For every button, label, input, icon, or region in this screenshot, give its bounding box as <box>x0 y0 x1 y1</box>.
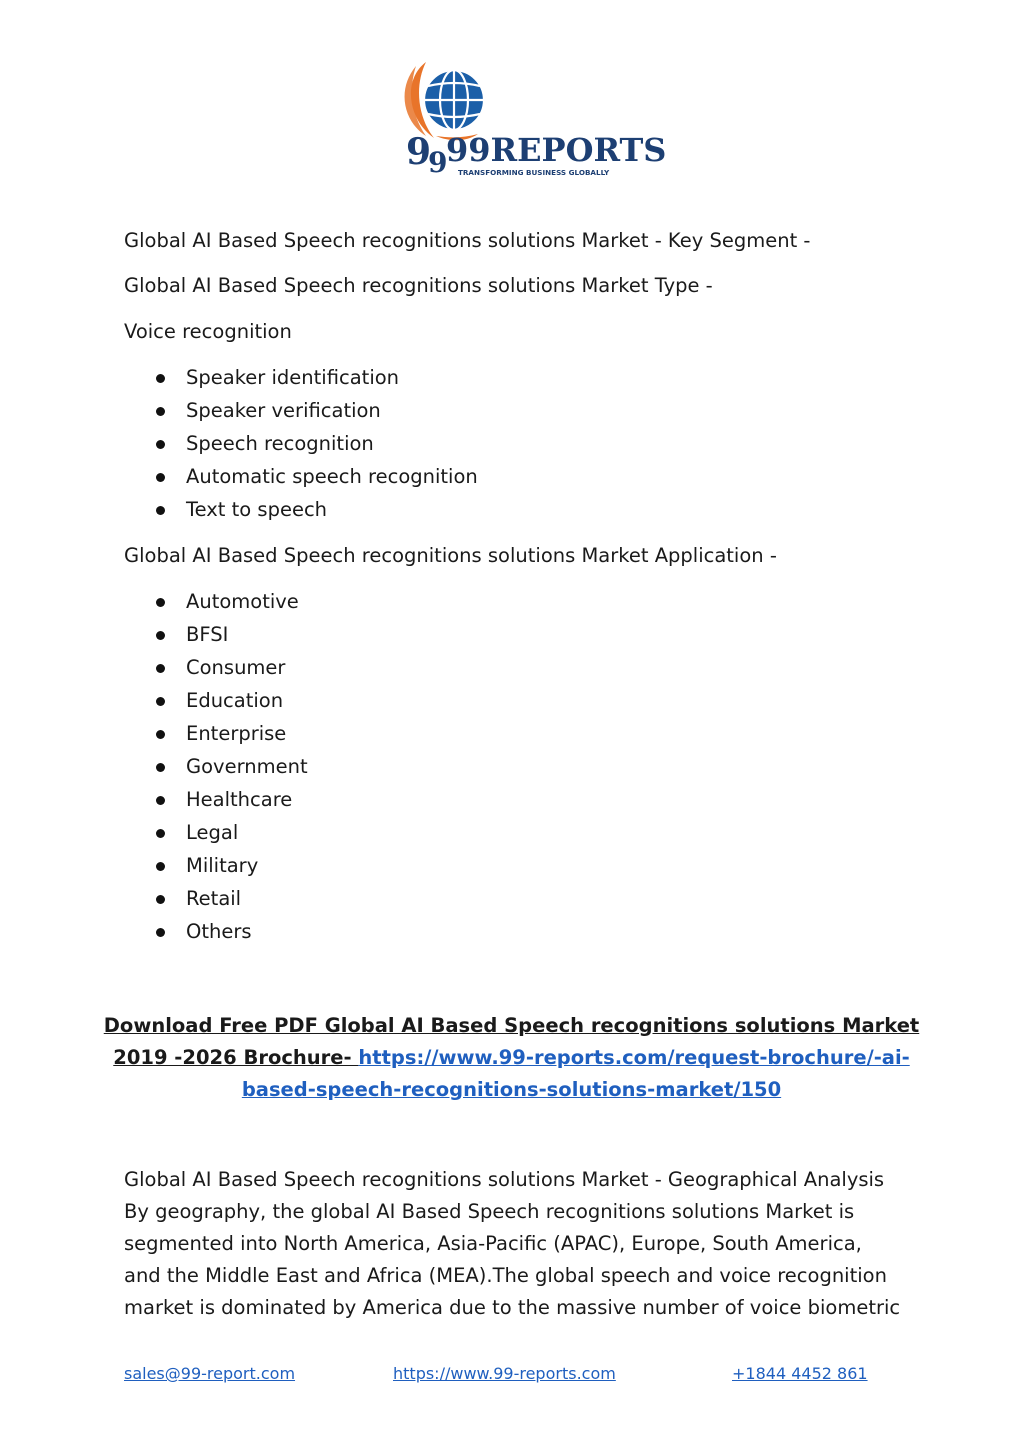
paragraph-line: By geography, the global AI Based Speech recognitions solutions Market is <box>124 1200 855 1223</box>
bullet-icon <box>156 407 165 416</box>
list-item: Speaker identification <box>124 366 478 399</box>
bullet-icon <box>156 631 165 640</box>
bullet-icon <box>156 440 165 449</box>
geographical-analysis-paragraph <box>124 1164 914 1324</box>
bullet-icon <box>156 730 165 739</box>
list-item: Legal <box>124 821 308 854</box>
brochure-link[interactable]: https://www.99-reports.com/request-brochure/-ai- <box>358 1046 910 1069</box>
footer-website-link[interactable]: https://www.99-reports.com <box>393 1364 616 1383</box>
paragraph-line: segmented into North America, Asia-Pacific (APAC), Europe, South America, <box>124 1232 862 1255</box>
footer-phone-link[interactable]: +1844 4452 861 <box>732 1364 868 1383</box>
list-item: Consumer <box>124 656 308 689</box>
bullet-icon <box>156 664 165 673</box>
list-item: Text to speech <box>124 498 478 531</box>
logo-digits-small: 9 <box>428 146 448 179</box>
bullet-icon <box>156 796 165 805</box>
type-list <box>124 366 478 531</box>
bullet-icon <box>156 862 165 871</box>
key-segment-heading: Global AI Based Speech recognitions solutions Market - Key Segment - <box>124 229 811 252</box>
logo-digits: 9 <box>406 131 432 173</box>
paragraph-line: and the Middle East and Africa (MEA).The global speech and voice recognition <box>124 1264 887 1287</box>
list-item: Speaker verification <box>124 399 478 432</box>
list-item: Military <box>124 854 308 887</box>
list-item: BFSI <box>124 623 308 656</box>
list-item: Automotive <box>124 590 308 623</box>
bullet-icon <box>156 895 165 904</box>
bullet-icon <box>156 374 165 383</box>
voice-recognition-subheading: Voice recognition <box>124 320 292 343</box>
list-item: Automatic speech recognition <box>124 465 478 498</box>
list-item: Speech recognition <box>124 432 478 465</box>
footer-email-link[interactable]: sales@99-report.com <box>124 1364 296 1383</box>
list-item: Retail <box>124 887 308 920</box>
company-logo <box>404 60 667 184</box>
bullet-icon <box>156 506 165 515</box>
logo-tagline: TRANSFORMING BUSINESS GLOBALLY <box>458 168 610 177</box>
market-type-heading: Global AI Based Speech recognitions solutions Market Type - <box>124 274 713 297</box>
download-title-line1: Download Free PDF Global AI Based Speech recognitions solutions Market <box>103 1014 920 1037</box>
list-item: Enterprise <box>124 722 308 755</box>
application-heading: Global AI Based Speech recognitions solutions Market Application - <box>124 544 777 567</box>
brochure-link-continued[interactable]: based-speech-recognitions-solutions-market/150 <box>241 1078 782 1101</box>
bullet-icon <box>156 697 165 706</box>
list-item: Government <box>124 755 308 788</box>
download-title-line2: 2019 -2026 Brochure- <box>113 1046 359 1069</box>
bullet-icon <box>156 928 165 937</box>
paragraph-line: market is dominated by America due to the massive number of voice biometric <box>124 1296 901 1319</box>
bullet-icon <box>156 598 165 607</box>
download-brochure-block <box>100 1010 923 1106</box>
bullet-icon <box>156 763 165 772</box>
list-item: Others <box>124 920 308 953</box>
bullet-icon <box>156 473 165 482</box>
bullet-icon <box>156 829 165 838</box>
logo-brand-text: 99REPORTS <box>446 131 667 169</box>
list-item: Education <box>124 689 308 722</box>
application-list <box>124 590 308 953</box>
list-item: Healthcare <box>124 788 308 821</box>
paragraph-line: Global AI Based Speech recognitions solutions Market - Geographical Analysis <box>124 1168 885 1191</box>
